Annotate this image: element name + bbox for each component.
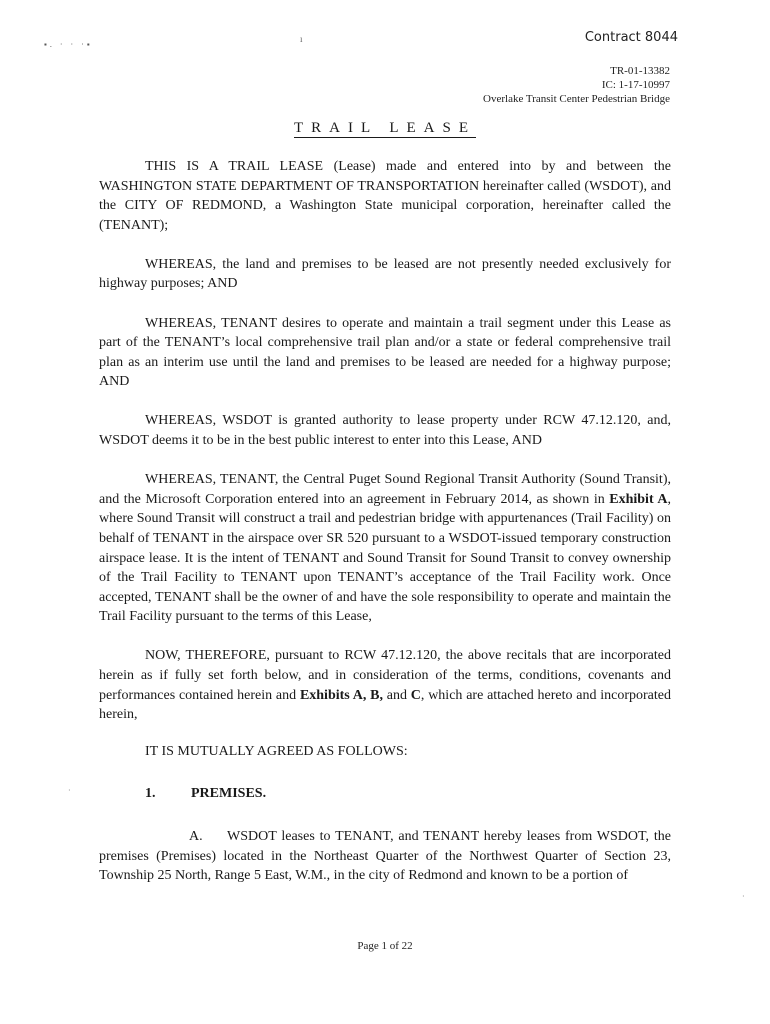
page-number: Page 1 of 22	[357, 940, 413, 952]
whereas-paragraph-2: WHEREAS, TENANT desires to operate and maintain a trail segment under this Lease as part of the TENANT’s local comprehensive trail plan and/or a state or federal comprehensive trail plan as an interim use until the land and premises to be leased are needed for a highway purpose; AND	[99, 315, 671, 390]
now-therefore-and: and	[382, 687, 411, 703]
intro-paragraph: THIS IS A TRAIL LEASE (Lease) made and entered into by and between the WASHINGTON STATE DEPARTMENT OF TRANSPORTATION hereinafter called (WSDOT), and the CITY OF REDMOND, a Washington State municipal corporation, hereinafter called the (TENANT);	[99, 159, 671, 233]
whereas-4-text-b: , where Sound Transit will construct a trail and pedestrian bridge with appurtenances (Trail Facility) on behalf of TENANT in the airspace over SR 520 pursuant to a WSDOT-issued temporary construction airspace lease. It is the intent of TENANT and Sound Transit for Sound Transit to convey ownership of the Trail Facility to TENANT upon TENANT’s acceptance of the Trail Facility work. Once accepted, TENANT shall be the owner of and have the sole responsibility to operate and maintain the Trail Facility pursuant to the terms of this Lease,	[99, 491, 671, 625]
section-1-title: PREMISES.	[191, 786, 267, 802]
now-therefore-text-b: , which are attached hereto and incorporated herein,	[99, 687, 671, 723]
exhibit-c-reference: C	[410, 687, 421, 703]
section-1a-letter: A.	[189, 828, 203, 844]
section-1-number: 1.	[145, 786, 156, 802]
section-1a-paragraph	[99, 827, 671, 886]
project-name: Overlake Transit Center Pedestrian Bridge	[483, 93, 670, 105]
scan-artifact-dot: ·	[742, 892, 745, 901]
exhibit-a-reference: Exhibit A	[609, 491, 668, 507]
tr-number: TR-01-13382	[610, 65, 670, 77]
whereas-paragraph-3: WHEREAS, WSDOT is granted authority to lease property under RCW 47.12.120, and, WSDOT deems it to be in the best public interest to enter into this Lease, AND	[99, 413, 671, 449]
ic-number: IC: 1-17-10997	[601, 79, 670, 91]
section-1a-text: WSDOT leases to TENANT, and TENANT hereby leases from WSDOT, the premises (Premises) located in the Northeast Quarter of the Northwest Quarter of Section 23, Township 25 North, Range 5 East, W.M., in the city of Redmond and known to be a portion of	[99, 828, 671, 884]
whereas-paragraph-4	[99, 470, 671, 627]
document-title: TRAIL LEASE	[293, 120, 476, 136]
mutual-agreement-line: IT IS MUTUALLY AGREED AS FOLLOWS:	[145, 743, 408, 759]
lease-body	[99, 157, 671, 886]
contract-number: Contract 8044	[584, 30, 678, 45]
whereas-paragraph-1: WHEREAS, the land and premises to be leased are not presently needed exclusively for highway purposes; AND	[99, 256, 671, 292]
document-title-row	[0, 120, 770, 137]
now-therefore-paragraph	[99, 646, 671, 724]
now-therefore-text-a: NOW, THEREFORE, pursuant to RCW 47.12.120, the above recitals that are incorporated herein as if fully set forth below, and in consideration of the terms, conditions, covenants and performances contained herein and	[99, 648, 671, 703]
exhibits-reference: Exhibits A, B,	[299, 687, 383, 703]
whereas-4-text-a: WHEREAS, TENANT, the Central Puget Sound Regional Transit Authority (Sound Transit), and the Microsoft Corporation entered into an agreement in February 2014, as shown in	[99, 472, 671, 507]
scan-artifact-marks: ▪. · · ·▪	[44, 40, 93, 49]
scan-artifact-dot: ·	[68, 786, 71, 795]
section-1-heading	[99, 784, 671, 804]
scan-artifact-tick: ı	[300, 34, 303, 44]
reference-block	[483, 64, 670, 106]
